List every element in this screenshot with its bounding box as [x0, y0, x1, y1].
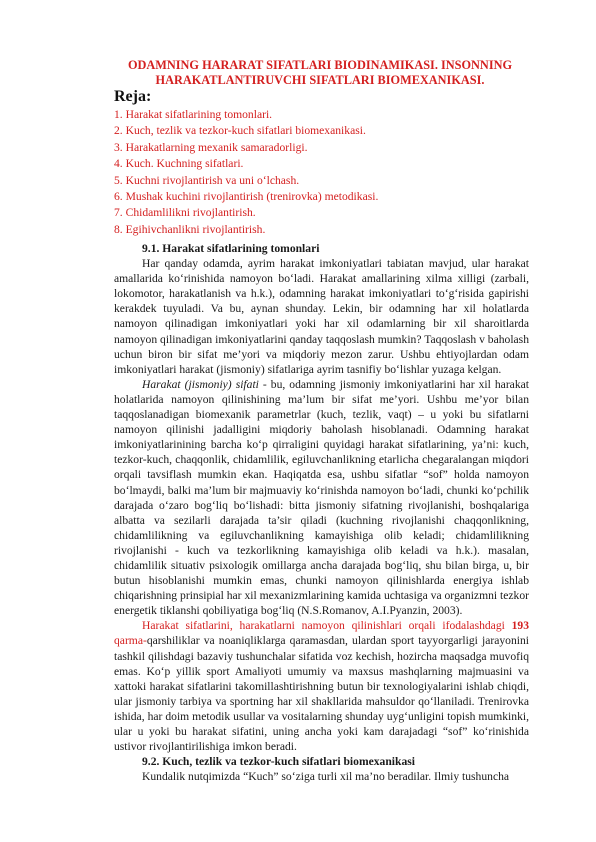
page-number: 193	[511, 619, 529, 633]
plan-item: 1. Harakat sifatlarining tomonlari.	[114, 108, 273, 121]
section-heading-2: 9.2. Kuch, tezlik va tezkor-kuch sifatlari biomexanikasi	[142, 755, 415, 769]
title-line-2: HARAKATLANTIRUVCHI SIFATLARI BIOMEXANIKASI.	[155, 73, 485, 87]
plan-item: 8. Egihivchanlikni rivojlantirish.	[114, 222, 266, 236]
plan-item: 3. Harakatlarning mexanik samaradorligi.	[114, 140, 308, 154]
term-italic: Harakat (jismoniy) sifati	[142, 377, 259, 391]
plan-item: 4. Kuch. Kuchning sifatlari.	[114, 157, 244, 171]
paragraph-3-red-word: qarma-	[114, 634, 147, 648]
paragraph-3-text: qarshiliklar va noaniqliklarga qaramasdan, ulardan sport tayyorgarligi jarayonini tashkil qilishdagi bazaviy tushunchalar sifatida voz kechish, hozircha maqsadga muvofiq emas. Ko‘p yillik sport Amaliyoti umumiy va maxsus mashqlarning majmuasini va xattoki harakat sifatlarini takomillashtirishning butun bir texnologiyalarini ishlab chiqdi, ular jismoniy tarbiya va sportning har xil shakllarida mahsuldor qo‘llaniladi. Trenirovka ishida, har doim metodik usullar va vositalarning shunday uyg‘unligini topish mumkinki, ular u yoki bu harakat sifatini, uning ancha yoki kam darajadagi “sof” ko‘rinishida ustivor rivojlantirilishiga imkon beradi.	[114, 634, 529, 754]
section-heading-1: 9.1. Harakat sifatlarining tomonlari	[142, 242, 320, 255]
paragraph-3-red-text: Harakat sifatlarini, harakatlarni namoyon qilinishlari orqali ifodalashdagi	[142, 619, 505, 633]
paragraph-3	[114, 618, 529, 754]
plan-list	[114, 107, 378, 238]
plan-heading: Reja:	[114, 88, 152, 105]
plan-item: 2. Kuch, tezlik va tezkor-kuch sifatlari biomexanikasi.	[114, 124, 366, 138]
paragraph-4: Kundalik nutqimizda “Kuch” so‘ziga turli xil ma’no beradilar. Ilmiy tushuncha	[142, 770, 510, 784]
title-line-1: ODAMNING HARARAT SIFATLARI BIODINAMIKASI. INSONNING	[127, 58, 513, 72]
document-body	[114, 241, 529, 784]
plan-item: 6. Mushak kuchini rivojlantirish (trenirovka) metodikasi.	[114, 190, 379, 204]
page-title	[100, 58, 540, 88]
paragraph-2-text: - bu, odamning jismoniy imkoniyatlarini har xil harakat holatlarida namoyon qilinishining ma’lum bir sifat me’yori. Ushbu me’yor bilan taqqoslanadigan biomexanik parametrlar (kuch, tezlik, vaqt) – u yoki bu sifatlarni namoyon qilinishi jadalligini miqdoriy baholash hisoblanadi. Odamning harakat imkoniyatlarinining barcha ko‘p qirraligini quyidagi harakat sifatlarining, ya’ni: kuch, tezkor-kuch, chaqqonlik, chidamlilik, egiluvchanlikning etarlicha chegaralangan miqdori orqali tavsiflash mumkin ekan. Haqiqatda esa, ushbu sifatlar “sof” holda namoyon bo‘lmaydi, balki ma’lum bir majmuaviy ko‘rinishda namoyon bo‘ladi, chunki ko‘pchilik darajada o‘zaro bog‘liq bo‘lishadi: bitta jismoniy sifatning rivojlanishi, boshqalariga albatta va sezilarli darajada ta’sir qiladi (kuchning rivojlanishi chaqqonlikning, chidamlilikning va egiluvchanlikning kamayishiga olib keladi; chidamlilikning rivojlanishi - kuch va tezkorlikning kamayishiga olib keladi va h.k.). masalan, chidamlilik situativ psixologik omillarga ancha darajada bog‘liq, shu bilan birga, u, bir butun hisoblanishi mumkin emas, chunki namoyon qilinishlarda energiya ishlab chiqarishning prinsipial har xil mexanizmlarining kamida uchtasiga va organizmni tezkor energetik tiklanshi qobiliyatiga bog‘liq (N.S.Romanov, A.I.Pyanzin, 2003).	[114, 377, 529, 618]
plan-item: 7. Chidamlilikni rivojlantirish.	[114, 206, 256, 220]
paragraph-1: Har qanday odamda, ayrim harakat imkoniyatlari tabiatan mavjud, ular harakat amallarida ko‘rinishida namoyon bo‘ladi. Harakat amallarining xilma xilligi (zarbali, lokomotor, harakatlanish va h.k.), odamning harakat imkoniyatlari to‘g‘risida gapirishi kerakdek tuyuladi. Va bu, aynan shunday. Lekin, bir odamning har xil holatlarda namoyon qilinadigan imkoniyatlari yoki har xil odamlarning bir xil sharoitlarda namoyon qilinadigan imkoniyatlarini qanday taqqoslash mumkin? Taqqoslash v baholash uchun biron bir sifat me’yori va miqdoriy mezon zarur. Ushbu ehtiyojlardan odam imkoniyatlari harakat (jismoniy) sifatlariga ayrim tasnifiy bo‘lishlar yuzaga kelgan.	[114, 257, 529, 376]
paragraph-2	[114, 377, 529, 619]
plan-item: 5. Kuchni rivojlantirish va uni o‘lchash.	[114, 173, 300, 187]
